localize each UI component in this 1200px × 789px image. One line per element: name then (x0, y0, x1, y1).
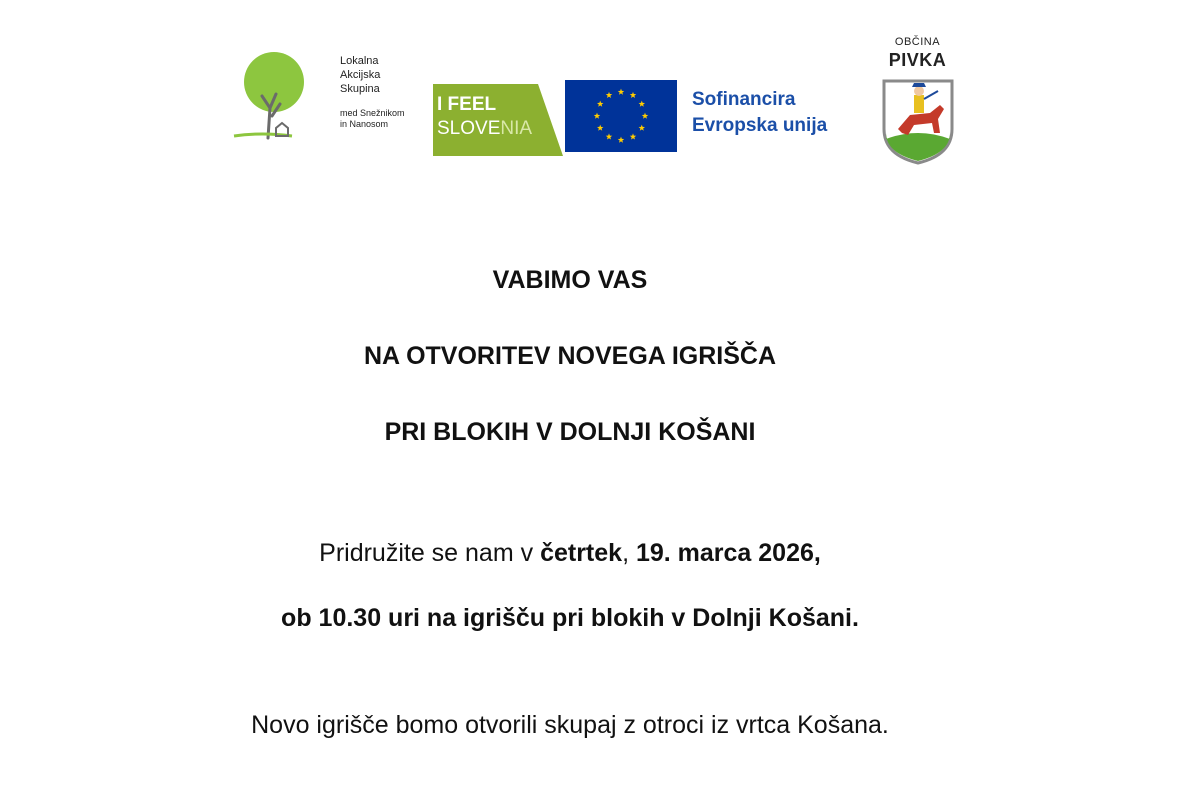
event-date-line (0, 539, 1140, 568)
heading-invite: VABIMO VAS (492, 266, 648, 294)
i-feel-slovenia-logo (433, 84, 563, 156)
heading-opening: NA OTVORITEV NOVEGA IGRIŠČA (363, 342, 777, 370)
tree-icon (232, 50, 322, 145)
eu-cofinanced-text (692, 87, 827, 139)
coat-of-arms-icon (880, 77, 956, 165)
eu-line-1: Sofinancira (692, 89, 796, 110)
las-line-4: med Snežnikom (340, 108, 405, 118)
pivka-obcina-label: OBČINA (894, 36, 941, 48)
ifeel-slove: SLOVE (437, 118, 501, 139)
pivka-name-label: PIVKA (888, 50, 947, 70)
event-note-line: Novo igrišče bomo otvorili skupaj z otroci iz vrtca Košana. (251, 711, 889, 739)
ifeel-nia: NIA (500, 118, 533, 139)
obcina-pivka-logo (870, 36, 965, 171)
date-line-comma: , (622, 539, 636, 567)
las-line-1: Lokalna (340, 55, 379, 67)
eu-line-2: Evropska unija (692, 115, 828, 136)
svg-text:SLOVENIA (437, 118, 532, 139)
las-logo-text (340, 54, 405, 130)
heading-location: PRI BLOKIH V DOLNJI KOŠANI (384, 418, 756, 446)
las-line-2: Akcijska (340, 69, 381, 81)
event-day: četrtek (540, 539, 623, 567)
las-line-5: in Nanosom (340, 119, 389, 129)
date-line-intro: Pridružite se nam v (319, 539, 541, 567)
las-line-3: Skupina (340, 83, 380, 95)
event-date: 19. marca 2026, (635, 539, 821, 567)
event-time-place-line: ob 10.30 uri na igrišču pri blokih v Dolnji Košani. (281, 604, 859, 632)
ifeel-line-1: I FEEL (437, 94, 497, 115)
eu-flag-icon (565, 80, 677, 152)
logo-strip (0, 0, 1200, 200)
las-logo (232, 50, 432, 145)
